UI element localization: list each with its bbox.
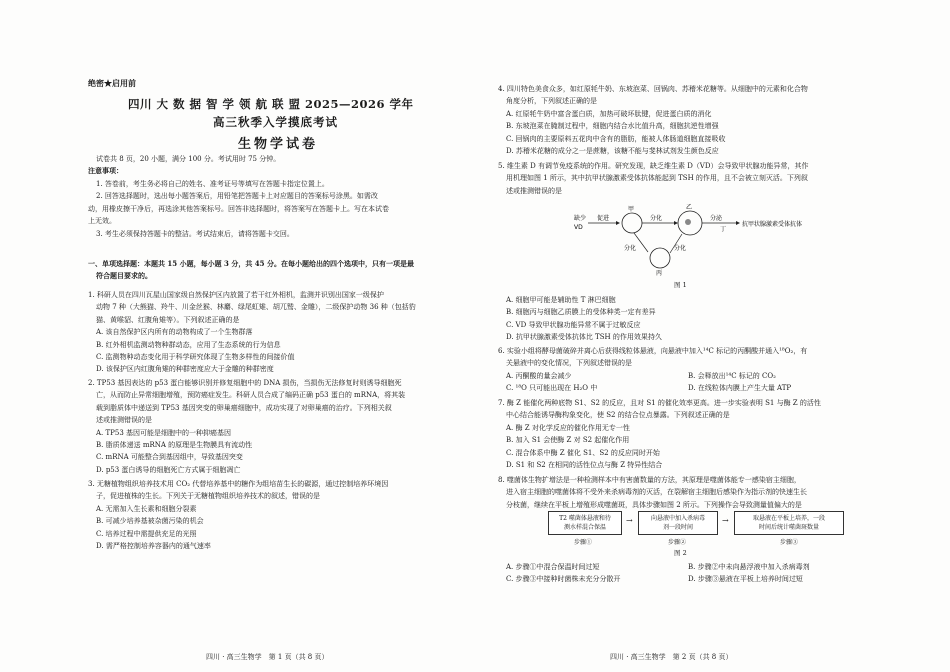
note-2-cont: 动，用橡皮擦干净后，再选涂其他答案标号。回答非选择题时，将答案写在答题卡上。写在本试卷 (88, 204, 389, 213)
q6-stem: 6. 实验小组将酵母菌破碎并离心后获得线粒体悬液，向悬液中加入¹⁴C 标记的丙酮酸并通入¹⁸O₂，有 (498, 347, 808, 355)
q3-option-a[interactable]: A. 无需加入生长素和细胞分裂素 (96, 504, 197, 513)
q5-option-a[interactable]: A. 细胞甲可能是辅助性 T 淋巴细胞 (506, 296, 616, 304)
fig1-cell-yi-nucleus (685, 219, 691, 225)
notes-block (88, 178, 480, 240)
q2-option-b[interactable]: B. 脂质体递送 mRNA 的原理是生物膜具有流动性 (96, 441, 253, 450)
question-2 (88, 377, 480, 476)
q1-option-d[interactable]: D. 该保护区内红腹角雉的种群密度应大于金雕的种群密度 (96, 365, 274, 374)
q8-stem: 进入宿主细胞的噬菌体将不受外来杀病毒剂的灭活，在裂解宿主细胞后感染作为指示剂的快速生长 (506, 488, 807, 497)
q2-option-c[interactable]: C. mRNA 可能整合到基因组中，导致基因突变 (96, 453, 243, 462)
q2-stem: 2. TP53 基因表达的 p53 蛋白能够识别并修复细胞中的 DNA 损伤，当损伤无法修复时则诱导细胞死 (88, 379, 402, 387)
q1-stem: 动物 7 种（大熊猫、羚牛、川金丝猴、林麝、绿尾虹雉、胡兀鹫、金雕），二级保护动物 36 种（包括豹 (96, 303, 416, 312)
q4-option-c[interactable]: C. 回锅肉的主要原料五花肉中含有的脂肪，能被人体肠道细胞直接吸收 (506, 134, 726, 143)
q1-stem: 猫、黄喉貂、红腹角雉等）。下列叙述正确的是 (96, 315, 240, 324)
flow-box3-line2: 时间后统计噬菌斑数量 (758, 524, 819, 531)
q4-option-b[interactable]: B. 东坡泡菜在腌制过程中，细胞内结合水比值升高，细胞抗逆性增强 (506, 122, 719, 131)
q1-stem: 1. 科研人员在四川瓦屋山国家级自然保护区内放置了若干红外相机，监测并识别出国家一级保护 (88, 291, 384, 299)
q8-option-c[interactable]: C. 步骤③中接种时菌株未充分分散开 (506, 575, 621, 584)
q5-option-d[interactable]: D. 抗甲状腺激素受体抗体比 TSH 的作用效果持久 (506, 333, 662, 342)
q8-options-grid (498, 561, 870, 586)
exam-subject-title: 生物学试卷 (238, 137, 319, 152)
q7-stem: 7. 酶 Z 能催化两种底物 S1、S2 的反应，且对 S1 的催化效率更高。进一步实验表明 S1 与酶 Z 的活性 (498, 399, 821, 407)
note-2: 2. 回答选择题时，选出每小题答案后，用铅笔把答题卡上对应题目的答案标号涂黑。如需改 (96, 192, 378, 201)
q7-option-d[interactable]: D. S1 和 S2 在相同的活性位点与酶 Z 特异性结合 (506, 461, 663, 470)
exam-info: 试卷共 8 页，20 小题，满分 100 分。考试用时 75 分钟。 (96, 155, 281, 163)
fig1-cell-bing (650, 248, 670, 268)
q8-option-d[interactable]: D. 步骤③悬液在平板上培养时间过短 (688, 575, 803, 584)
q5-option-c[interactable]: C. VD 导致甲状腺功能异常不属于过敏反应 (506, 320, 641, 329)
q7-option-a[interactable]: A. 酶 Z 对化学反应的催化作用无专一性 (506, 423, 630, 432)
fig1-vd-label: VD (574, 224, 583, 231)
flow-box-step2 (638, 511, 718, 535)
figure-1-caption: 图 1 (674, 281, 687, 289)
fig1-jia-label: 甲 (628, 206, 635, 213)
fig1-lack-label: 缺少 (574, 215, 587, 222)
flow-box-step1 (548, 511, 622, 535)
q6-option-d[interactable]: D. 在线粒体内膜上产生大量 ATP (688, 384, 792, 393)
figure-2-caption: 图 2 (674, 549, 687, 557)
q4-option-d[interactable]: D. 苏稽米花糖的成分之一是蔗糖，该糖不能与斐林试剂发生颜色反应 (506, 147, 719, 156)
q5-stem: 用机理如图 1 所示，其中抗甲状腺激素受体抗体能起到 TSH 的作用，且不会被立刻灭活。下列叙 (506, 174, 808, 183)
confidential-label: 绝密★启用前 (88, 78, 136, 88)
question-4 (498, 83, 870, 157)
q6-option-b[interactable]: B. 会释放出¹⁴C 标记的 CO₂ (688, 371, 776, 380)
q7-option-c[interactable]: C. 混合体系中酶 Z 催化 S1、S2 的反应同时开始 (506, 448, 660, 457)
q4-stem: 4. 四川特色美食众多，如红原牦牛奶、东坡泡菜、回锅肉、苏稽米花糖等。从细胞中的元素和化合物 (498, 85, 808, 93)
q2-stem: 述或推测错误的是 (96, 416, 152, 425)
fig1-bing-label: 丙 (656, 270, 663, 277)
note-2-end: 上无效。 (88, 217, 116, 226)
note-1: 1. 答卷前，考生务必将自己的姓名、准考证号等填写在答题卡指定位置上。 (96, 180, 329, 188)
q5-stem: 5. 维生素 D 有调节免疫系统的作用。研究发现，缺乏维生素 D（VD）会导致甲状腺功能异常，其作 (498, 162, 809, 170)
q8-option-a[interactable]: A. 步骤①中混合保温时间过短 (506, 563, 600, 571)
q6-option-a[interactable]: A. 丙酮酸的量会减少 (506, 371, 572, 380)
q2-option-d[interactable]: D. p53 蛋白诱导的细胞死亡方式属于细胞凋亡 (96, 465, 241, 474)
question-3 (88, 478, 480, 552)
notes-title: 注意事项： (88, 166, 123, 175)
page-footer-left: 四川 · 高三生物学 第 1 页（共 8 页） (206, 653, 329, 661)
flow-box3-line1: 取悬液在平板上培养，一段 (752, 515, 825, 522)
exam-title-line2: 高三秋季入学摸底考试 (213, 115, 338, 129)
fig1-cell-jia (622, 213, 642, 233)
q2-stem: 亡，从而防止异常细胞增殖，预防癌症发生。科研人员合成了编码正确 p53 蛋白的 mRNA，将其装 (96, 391, 406, 400)
fig1-yi-label: 乙 (686, 204, 693, 211)
q5-option-b[interactable]: B. 细胞丙与细胞乙质膜上的受体种类一定有差异 (506, 308, 656, 317)
flow-step3-label: 步骤③ (780, 539, 799, 546)
question-6 (498, 345, 870, 395)
q6-stem: 关悬液中的变化情况，下列叙述错误的是 (506, 359, 632, 368)
q7-option-b[interactable]: B. 加入 S1 会使酶 Z 对 S2 起催化作用 (506, 436, 630, 445)
fig1-ding-label: 丁 (720, 226, 727, 233)
q3-stem: 子，促进植株的生长。下列关于无糖植物组织培养技术的叙述，错误的是 (96, 492, 320, 501)
q1-option-a[interactable]: A. 该自然保护区内所有的动物构成了一个生物群落 (96, 328, 253, 337)
page-footer-right: 四川 · 高三生物学 第 2 页（共 8 页） (610, 653, 733, 661)
flow-arrow-icon: → (722, 516, 729, 525)
right-column (498, 0, 870, 672)
q1-option-b[interactable]: B. 红外相机监测动物种群动态，应用了生态系统的行为信息 (96, 340, 281, 349)
q8-stem: 分枝菌，继续在平板上增殖形成噬菌斑，具体步骤如图 2 所示。下列操作会导致测量值偏大的是 (506, 500, 802, 509)
q4-option-a[interactable]: A. 红原牦牛奶中富含蛋白质，加热可破坏肽键，促进蛋白质的消化 (506, 109, 712, 118)
note-3: 3. 考生必须保持答题卡的整洁。考试结束后，请将答题卡交回。 (96, 229, 294, 238)
fig1-arrowhead (674, 221, 678, 225)
fig1-antibody-label: 抗甲状腺激素受体抗体 (742, 221, 803, 228)
flow-box1-line2: 测水样混合保温 (563, 524, 606, 531)
q2-stem: 载到脂质体中递送到 TP53 基因突变的卵巢癌细胞中，成功实现了对卵巢癌的治疗。下列相关叙 (96, 403, 392, 412)
fig1-promote-label: 促进 (597, 215, 610, 222)
flow-step2-label: 步骤② (668, 539, 687, 546)
fig1-arrow-3 (634, 233, 648, 252)
question-7 (498, 397, 870, 471)
question-8 (498, 474, 870, 511)
flow-box2-line2: 剂一段时间 (662, 524, 693, 531)
q7-stem: 中心结合能诱导酶构象变化，使 S2 的结合位点暴露。下列叙述正确的是 (506, 411, 730, 420)
q1-option-c[interactable]: C. 监测物种动态变化用于科学研究体现了生物多样性的间接价值 (96, 353, 295, 362)
section1-heading-line1: 一、单项选择题：本题共 15 小题，每小题 3 分，共 45 分。在每小题给出的四个选项中，只有一项是最 (88, 259, 414, 268)
q6-options (498, 370, 870, 395)
q3-stem: 3. 无糖植物组织培养技术用 CO₂ 代替培养基中的糖作为组培苗生长的碳源，通过控制培养环境因 (88, 480, 389, 488)
left-column (88, 0, 480, 672)
q3-option-d[interactable]: D. 需严格控制培养容器内的通气速率 (96, 542, 211, 551)
fig1-arrowhead (736, 221, 740, 225)
q5-stem: 述或推测错误的是 (506, 186, 562, 195)
section1-heading (88, 258, 480, 283)
q3-option-b[interactable]: B. 可减少培养基被杂菌污染的机会 (96, 517, 204, 526)
fig1-arrowhead (616, 221, 620, 225)
fig1-fenhua-label-2: 分化 (624, 245, 637, 252)
q8-options (498, 561, 870, 586)
flow-step1-label: 步骤① (574, 539, 593, 546)
question-1 (88, 289, 480, 376)
flow-box2-line1: 向悬液中加入杀病毒 (650, 515, 705, 522)
flow-box-step3 (734, 511, 844, 535)
q2-option-a[interactable]: A. TP53 基因可能是细胞中的一种抑癌基因 (96, 428, 232, 437)
q4-stem: 角度分析，下列叙述正确的是 (506, 97, 597, 106)
q5-options (498, 294, 870, 344)
question-5 (498, 160, 870, 197)
q3-option-c[interactable]: C. 培养过程中需提供充足的光照 (96, 529, 197, 538)
flow-box1-line1: T2 噬菌体悬液和待 (559, 515, 611, 522)
q6-option-c[interactable]: C. ¹⁸O 只可能出现在 H₂O 中 (506, 384, 598, 393)
fig1-fenhua-label: 分化 (650, 215, 663, 222)
section1-heading-line2: 符合题目要求的。 (96, 271, 152, 281)
exam-title-line1: 四川 大 数 据 智 学 领 航 联 盟 2025—2026 学年 (128, 97, 414, 111)
fig1-fenhua-label-3: 分化 (674, 245, 687, 252)
flow-arrow-icon: → (626, 516, 633, 525)
q8-stem: 8. 噬菌体生物扩增法是一种检测样本中有害菌数量的方法，其原理是噬菌体能专一感染宿主细胞， (498, 476, 801, 484)
fig1-fenmi-label: 分泌 (710, 215, 723, 222)
figure-1-diagram (570, 198, 830, 278)
q8-option-b[interactable]: B. 步骤②中未向悬浮液中加入杀病毒剂 (688, 563, 810, 571)
